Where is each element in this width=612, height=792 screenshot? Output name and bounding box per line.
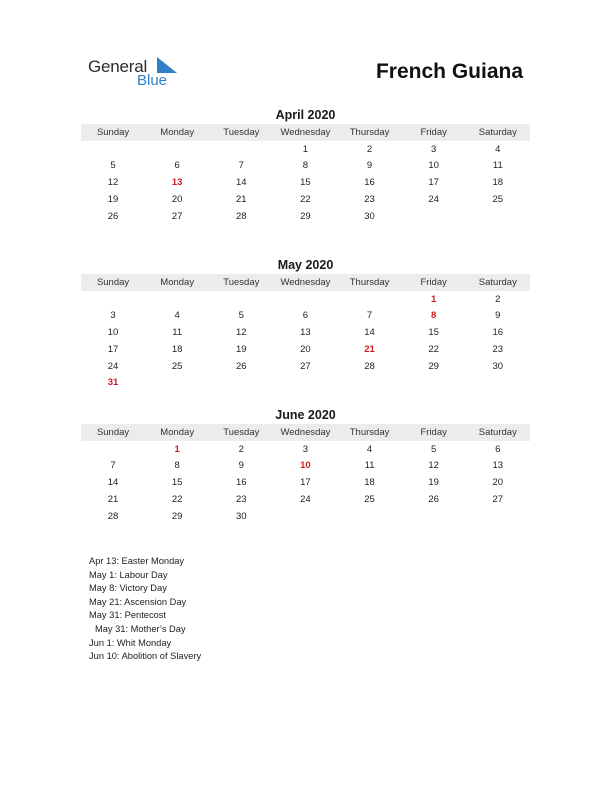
month-block (81, 257, 530, 392)
day-cell: 4 (174, 310, 180, 322)
weekday-label: Friday (420, 127, 447, 138)
day-cell: 18 (364, 477, 375, 489)
holiday-list-item: Jun 1: Whit Monday (89, 637, 172, 648)
day-cell: 15 (300, 177, 311, 189)
day-cell: 7 (366, 310, 373, 322)
day-cell: 5 (238, 310, 244, 322)
holiday-list-item: May 31: Mother’s Day (95, 623, 186, 634)
day-cell: 19 (236, 343, 247, 355)
day-cell: 9 (495, 310, 501, 322)
holiday-day-cell: 10 (300, 460, 311, 472)
brand-logo (88, 57, 188, 93)
day-cell: 2 (238, 443, 244, 455)
day-cell: 25 (171, 360, 183, 372)
day-cell: 14 (364, 327, 375, 339)
day-cell: 28 (364, 360, 375, 372)
day-cell: 4 (366, 443, 373, 455)
day-cell: 19 (107, 193, 119, 205)
day-cell: 8 (174, 460, 180, 472)
day-cell (466, 209, 530, 226)
holiday-list-item: May 1: Labour Day (89, 569, 168, 580)
day-cell: 16 (364, 177, 375, 189)
weekday-label: Saturday (478, 127, 517, 138)
day-cell: 30 (492, 360, 504, 372)
day-cell: 29 (428, 360, 439, 372)
day-cell: 14 (107, 477, 119, 489)
day-cell: 27 (492, 493, 504, 505)
day-cell: 23 (364, 193, 375, 205)
weekday-label: Friday (420, 277, 447, 288)
country-title: French Guiana (375, 60, 523, 83)
day-cell: 22 (300, 193, 311, 205)
week-row (81, 442, 530, 459)
month-title: April 2020 (275, 108, 336, 122)
weekday-label: Tuesday (223, 127, 260, 138)
week-row (81, 292, 530, 309)
logo-text-blue: Blue (137, 72, 168, 89)
day-cell: 2 (495, 293, 501, 305)
day-cell: 26 (428, 493, 439, 505)
holiday-list-item: May 21: Ascension Day (89, 596, 187, 607)
day-cell: 18 (492, 177, 504, 189)
week-row (81, 325, 530, 342)
logo-triangle-icon (157, 57, 177, 73)
day-cell (338, 292, 402, 309)
weekday-label: Sunday (96, 127, 130, 138)
day-cell (209, 142, 273, 159)
holiday-day-cell: 21 (364, 343, 375, 355)
day-cell (273, 292, 337, 309)
day-cell: 7 (238, 160, 244, 172)
week-row (81, 342, 530, 359)
week-row (81, 308, 530, 325)
day-cell: 30 (236, 510, 247, 522)
day-cell (402, 509, 466, 526)
weekday-label: Wednesday (280, 427, 331, 438)
week-row (81, 192, 530, 209)
weekday-label: Wednesday (280, 277, 331, 288)
holiday-list (89, 555, 201, 664)
day-cell: 6 (302, 310, 309, 322)
holiday-list-item: May 8: Victory Day (89, 583, 167, 594)
day-cell (273, 509, 337, 526)
weekday-label: Saturday (478, 277, 517, 288)
day-cell: 22 (428, 343, 439, 355)
day-cell (209, 375, 273, 392)
day-cell (145, 292, 209, 309)
week-row (81, 458, 530, 475)
weekday-label: Tuesday (223, 277, 260, 288)
day-cell: 27 (171, 210, 183, 222)
day-cell: 30 (364, 210, 375, 222)
day-cell: 5 (431, 443, 437, 455)
holiday-day-cell: 13 (171, 177, 183, 189)
day-cell: 13 (300, 327, 311, 339)
day-cell: 26 (107, 210, 119, 222)
holiday-day-cell: 8 (431, 310, 437, 322)
logo-text-general: General (88, 57, 148, 76)
day-cell (81, 292, 145, 309)
day-cell: 24 (107, 360, 119, 372)
day-cell: 20 (171, 193, 183, 205)
holiday-list-item: Jun 10: Abolition of Slavery (89, 651, 202, 662)
day-cell: 12 (107, 177, 119, 189)
day-cell: 2 (366, 143, 373, 155)
day-cell: 3 (302, 443, 309, 455)
day-cell: 23 (236, 493, 247, 505)
day-cell: 6 (495, 443, 501, 455)
weekday-label: Monday (160, 427, 195, 438)
month-title: June 2020 (275, 408, 336, 422)
weekday-label: Monday (160, 277, 195, 288)
day-cell (466, 375, 530, 392)
week-row (81, 142, 530, 159)
day-cell: 23 (492, 343, 504, 355)
month-block (81, 407, 530, 525)
day-cell (145, 142, 209, 159)
day-cell: 22 (171, 493, 183, 505)
day-cell: 8 (302, 160, 309, 172)
day-cell: 15 (171, 477, 183, 489)
day-cell (402, 209, 466, 226)
day-cell: 17 (107, 343, 119, 355)
day-cell: 5 (110, 160, 116, 172)
day-cell: 12 (236, 327, 247, 339)
week-row (81, 492, 530, 509)
day-cell: 16 (236, 477, 247, 489)
day-cell: 19 (428, 477, 439, 489)
day-cell: 10 (428, 160, 439, 172)
day-cell: 17 (300, 477, 311, 489)
day-cell: 28 (107, 510, 119, 522)
day-cell: 21 (107, 493, 119, 505)
day-cell (81, 142, 145, 159)
weekday-label: Friday (420, 427, 447, 438)
day-cell: 17 (428, 177, 439, 189)
weekday-label: Monday (160, 127, 195, 138)
week-row (81, 209, 530, 226)
holiday-list-item: May 31: Pentecost (89, 610, 166, 621)
week-row (81, 359, 530, 376)
weekday-label: Wednesday (280, 127, 331, 138)
weekday-header-row (81, 124, 530, 141)
weekday-header-row (81, 274, 530, 291)
month-block (81, 107, 530, 225)
week-row (81, 509, 530, 526)
week-row (81, 375, 530, 392)
weekday-header-row (81, 424, 530, 441)
weekday-label: Thursday (349, 427, 390, 438)
day-cell: 11 (492, 160, 503, 172)
day-cell: 15 (428, 327, 439, 339)
holiday-day-cell: 1 (174, 443, 180, 455)
day-cell: 29 (300, 210, 311, 222)
day-cell: 9 (238, 460, 244, 472)
day-cell: 6 (174, 160, 180, 172)
day-cell: 18 (171, 343, 183, 355)
weekday-label: Sunday (96, 277, 130, 288)
day-cell: 26 (236, 360, 247, 372)
day-cell: 25 (492, 193, 504, 205)
holiday-list-item: Apr 13: Easter Monday (89, 556, 185, 566)
week-row (81, 158, 530, 175)
weekday-label: Tuesday (223, 427, 260, 438)
day-cell: 3 (110, 310, 116, 322)
weekday-label: Thursday (349, 127, 390, 138)
day-cell: 25 (364, 493, 375, 505)
day-cell (273, 375, 337, 392)
day-cell: 11 (172, 327, 183, 339)
day-cell: 3 (431, 143, 437, 155)
week-row (81, 175, 530, 192)
day-cell: 10 (107, 327, 119, 339)
day-cell: 29 (171, 510, 183, 522)
holiday-day-cell: 31 (107, 377, 119, 389)
day-cell (81, 442, 145, 459)
weekday-label: Thursday (349, 277, 390, 288)
day-cell: 11 (364, 460, 375, 472)
day-cell: 12 (428, 460, 439, 472)
day-cell: 4 (495, 143, 501, 155)
weekday-label: Sunday (96, 427, 130, 438)
day-cell: 24 (300, 493, 311, 505)
month-title: May 2020 (277, 258, 334, 272)
day-cell: 1 (302, 143, 309, 155)
day-cell: 21 (236, 193, 247, 205)
day-cell: 28 (236, 210, 247, 222)
day-cell: 13 (492, 460, 504, 472)
day-cell: 14 (236, 177, 247, 189)
day-cell: 16 (492, 327, 504, 339)
day-cell (209, 292, 273, 309)
day-cell (145, 375, 209, 392)
weekday-label: Saturday (478, 427, 517, 438)
day-cell: 24 (428, 193, 439, 205)
holiday-day-cell: 1 (431, 293, 437, 305)
day-cell: 9 (366, 160, 373, 172)
day-cell (338, 509, 402, 526)
day-cell: 20 (492, 477, 504, 489)
day-cell: 20 (300, 343, 311, 355)
day-cell (338, 375, 402, 392)
day-cell: 7 (110, 460, 116, 472)
week-row (81, 475, 530, 492)
day-cell: 27 (300, 360, 311, 372)
day-cell (466, 509, 530, 526)
day-cell (402, 375, 466, 392)
